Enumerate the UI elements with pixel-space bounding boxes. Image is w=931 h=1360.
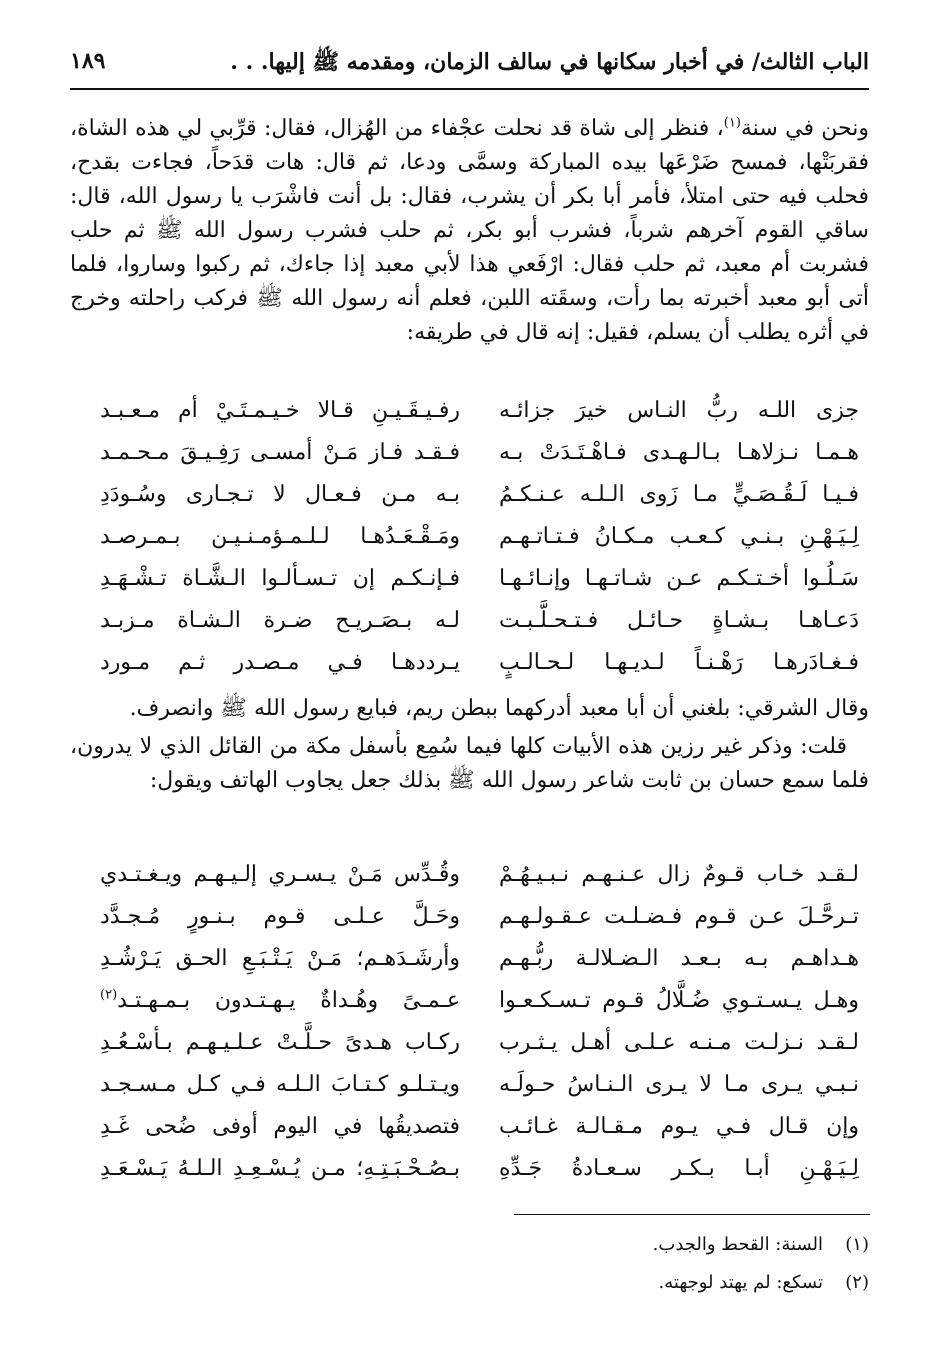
verse-first-hemistich: فـغـادَرهـا رَهْـنـاً لـديـهـا لـحـالـبٍ bbox=[499, 650, 859, 675]
header-divider bbox=[70, 88, 869, 90]
verse-first-hemistich: هـداهـم بـه بـعـد الـضـلالـة ربُّـهـم bbox=[499, 946, 859, 971]
poem-umm-mabad bbox=[100, 392, 859, 686]
verse-line bbox=[100, 518, 859, 560]
paragraph-text-rest: ، فنظر إلى شاة قد نحلت عجْفاء من الهُزال، فقال: قرِّبي لي هذه الشاة، فقربَتْها، فمسح ضَرْعَها بيده المباركة وسمَّى ودعا، ثم قال: هات قدَحاً، فجاءت بقدح، فحلب فيه حتى امتلأ، فأمر أبا بكر أن يشرب، فقال: بل أنت فاشْرَب يا رسول الله، قال: ساقي القوم آخرهم شرباً، فشرب أبو بكر، ثم حلب فشرب رسول الله ﷺ ثم حلب فشربت أم معبد، ثم حلب فقال: ارْفَعي هذا لأبي معبد إذا جاءك، ثم ركبوا وساروا، فلما أتى أبو معبد أخبرته بما رأت، وسقَته اللبن، فعلم أنه رسول الله ﷺ فركب راحلته وخرج في أثره يطلب أن يسلم، فقيل: إنه قال في طريقه: bbox=[70, 116, 869, 345]
paragraph-text: وقال الشرقي: بلغني أن أبا معبد أدركهما ببطن ريم، فبايع رسول الله ﷺ وانصرف. bbox=[129, 696, 869, 721]
verse-first-hemistich: نـبـي يـرى مـا لا يـرى الـنـاسُ حـولَـه bbox=[499, 1072, 859, 1097]
verse-second-hemistich: فتصديقُها في اليوم أوفى ضُحى غَـدِ bbox=[100, 1114, 460, 1139]
verse-line bbox=[100, 644, 859, 686]
paragraph-sharqi bbox=[70, 692, 869, 726]
footnote-number: (٢) bbox=[845, 1272, 869, 1293]
footnote-text: السنة: القحط والجدب. bbox=[652, 1234, 823, 1255]
running-header bbox=[70, 44, 869, 84]
verse-line bbox=[100, 856, 859, 898]
verse-first-hemistich: وإن قـال فـي يـوم مـقـالـة غـائـب bbox=[499, 1114, 859, 1139]
verse-second-hemistich: فـقـد فـاز مَـنْ أمسـى رَفِـيـقَ مـحـمـد bbox=[100, 440, 460, 465]
verse-line bbox=[100, 1024, 859, 1066]
verse-second-hemistich: لـه بـصَـريـح ضـرة الـشـاة مـزبـد bbox=[100, 608, 460, 633]
verse-second-hemistich: يـرددهـا فـي مـصـدر ثـم مـورد bbox=[100, 650, 460, 675]
footnote-marker-1: (١) bbox=[723, 115, 741, 131]
verse-second-hemistich: بـصُـحْـبَـتِـهِ؛ مـن يُـسْـعِـدِ الـلـهُ يَـسْـعَـدِ bbox=[100, 1156, 460, 1181]
verse-line bbox=[100, 392, 859, 434]
verse-second-hemistich: وأرشَـدَهـم؛ مَـنْ يَـتْـبَـعِ الحـق يَـرْشُـدِ bbox=[100, 946, 460, 971]
poem-hassan bbox=[100, 856, 859, 1192]
verse-first-hemistich: سَـلُـوا أخـتـكـم عـن شـاتـهـا وإنـائـهـا bbox=[499, 566, 859, 591]
verse-first-hemistich: تـرحَّـلَ عـن قـوم فـضـلـت عـقـولـهـم bbox=[499, 904, 859, 929]
verse-second-hemistich: ومَـقْـعَـدُهـا لـلـمـؤمـنـيـن بـمـرصـد bbox=[100, 524, 460, 549]
verse-line bbox=[100, 940, 859, 982]
hemistich-text: عـمـىً وهُـداةٌ يـهـتـدون بـمـهـتـد bbox=[117, 988, 460, 1013]
verse-second-hemistich: وقُـدِّس مَـنْ يـسـري إلـيـهـم ويـغـتـدي bbox=[100, 862, 460, 887]
paragraph-text: قلت: وذكر غير رزين هذه الأبيات كلها فيما سُمِع بأسفل مكة من القائل الذي لا يدرون، فلما سمع حسان بن ثابت شاعر رسول الله ﷺ بذلك جعل يجاوب الهاتف ويقول: bbox=[70, 734, 869, 793]
verse-first-hemistich: لـقـد خـاب قـومٌ زال عـنـهـم نـبـيـهُـمْ bbox=[499, 862, 859, 887]
verse-first-hemistich: دَعـاهـا بـشـاةٍ حـائـل فـتـحـلَّـبـت bbox=[499, 608, 859, 633]
verse-first-hemistich: لِـيَـهْـنِ أبـا بـكـر سـعـادةُ جَـدِّهِ bbox=[499, 1156, 859, 1181]
verse-second-hemistich: بـه مـن فـعـال لا تـجـارى وسُـودَدِ bbox=[100, 482, 460, 507]
page-number: ١٨٩ bbox=[70, 48, 106, 74]
footnote-number: (١) bbox=[845, 1234, 869, 1255]
footnote-1 bbox=[70, 1226, 869, 1264]
verse-first-hemistich: لِـيَـهْـنِ بـنـي كـعـب مـكـانُ فـتـاتـهـم bbox=[499, 524, 859, 549]
verse-line bbox=[100, 602, 859, 644]
verse-line bbox=[100, 982, 859, 1024]
verse-first-hemistich: فـيـا لَـقُـصَـيٍّ مـا زَوى الـلـه عـنـكـمُ bbox=[499, 482, 859, 507]
verse-line bbox=[100, 1108, 859, 1150]
verse-second-hemistich: رفـيـقَـيـنِ قـالا خـيـمـتَـيْ أم مـعـبـد bbox=[100, 398, 460, 423]
verse-line bbox=[100, 898, 859, 940]
footnotes bbox=[70, 1226, 869, 1302]
paragraph-qultu bbox=[70, 730, 869, 798]
verse-second-hemistich: ويـتـلـو كـتـابَ الـلـه فـي كـل مـسـجـد bbox=[100, 1072, 460, 1097]
footnote-text: تسكع: لم يهتد لوجهته. bbox=[658, 1272, 823, 1293]
verse-first-hemistich: جزى اللـه ربُّ النـاس خيرَ جزائـه bbox=[499, 398, 859, 423]
verse-second-hemistich: ركـاب هـدىً حـلَّـتْ عـلـيـهـم بـأسْـعُـدِ bbox=[100, 1030, 460, 1055]
verse-second-hemistich bbox=[100, 988, 460, 1013]
verse-line bbox=[100, 560, 859, 602]
verse-second-hemistich: فـإنـكـم إن تـسـألـوا الـشَّـاة تـشْـهَـدِ bbox=[100, 566, 460, 591]
footnote-2 bbox=[70, 1264, 869, 1302]
paragraph-text-start: ونحن في سنة bbox=[740, 116, 870, 141]
verse-first-hemistich: وهـل يـسـتـوي ضُـلَّالُ قـوم تـسـكـعـوا bbox=[499, 988, 859, 1013]
footnote-divider bbox=[514, 1214, 870, 1215]
footnote-marker-2: (٢) bbox=[100, 987, 118, 1003]
chapter-title: الباب الثالث/ في أخبار سكانها في سالف الزمان، ومقدمه ﷺ إليها. . . bbox=[230, 49, 869, 75]
verse-line bbox=[100, 1066, 859, 1108]
paragraph-story bbox=[70, 112, 869, 350]
verse-second-hemistich: وحَـلَّ عـلـى قـوم بـنـورٍ مُـجـدَّد bbox=[100, 904, 460, 929]
verse-line bbox=[100, 476, 859, 518]
verse-first-hemistich: لـقـد نـزلـت مـنـه عـلـى أهـل يـثـرب bbox=[499, 1030, 859, 1055]
verse-line bbox=[100, 434, 859, 476]
verse-first-hemistich: هـمـا نـزلاهـا بـالـهـدى فـاهْـتَـدَتْ بـه bbox=[499, 440, 859, 465]
verse-line bbox=[100, 1150, 859, 1192]
